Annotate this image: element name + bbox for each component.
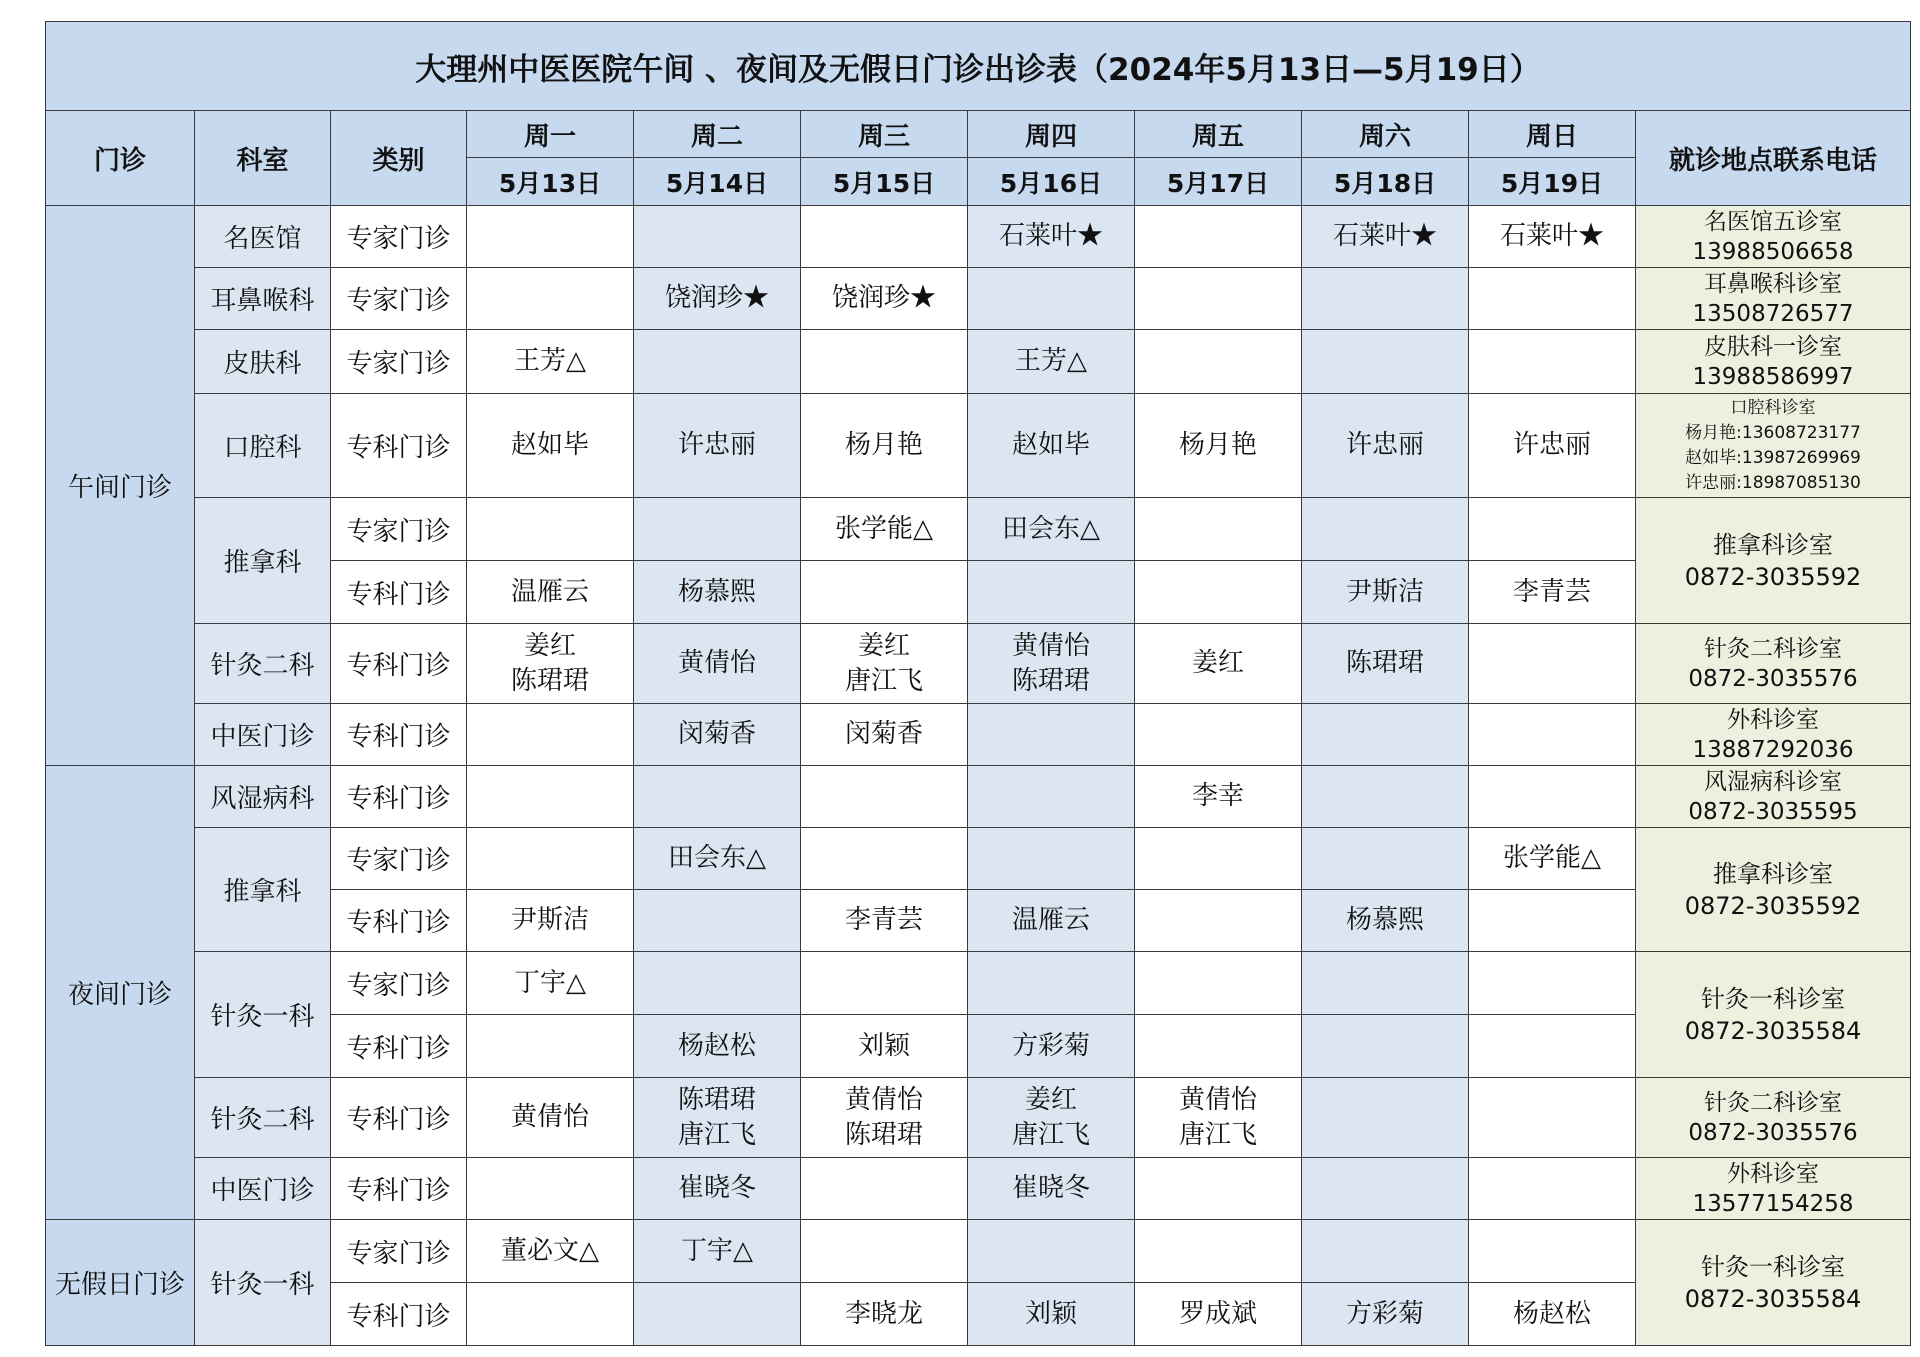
doctor-cell: 刘颖 bbox=[968, 1283, 1135, 1346]
doctor-cell bbox=[1302, 330, 1469, 394]
doctor-cell bbox=[1135, 561, 1302, 624]
department-cell: 中医门诊 bbox=[195, 1158, 331, 1220]
doctor-cell: 石莱叶★ bbox=[968, 206, 1135, 268]
doctor-cell bbox=[968, 561, 1135, 624]
table-row bbox=[46, 498, 1911, 561]
doctor-cell: 方彩菊 bbox=[1302, 1283, 1469, 1346]
doctor-cell bbox=[634, 890, 801, 952]
header-date: 5月19日 bbox=[1469, 158, 1636, 206]
category-cell: 专科门诊 bbox=[331, 1078, 467, 1158]
category-cell: 专科门诊 bbox=[331, 394, 467, 498]
doctor-name: 姜红 bbox=[523, 630, 576, 661]
header-department: 科室 bbox=[195, 111, 331, 206]
doctor-cell: 许忠丽 bbox=[1469, 394, 1636, 498]
doctor-cell bbox=[1135, 206, 1302, 268]
phone-number: 赵如毕:13987269969 bbox=[1685, 447, 1861, 468]
doctor-cell: 赵如毕 bbox=[968, 394, 1135, 498]
table-row bbox=[46, 1158, 1911, 1220]
doctor-cell: 杨月艳 bbox=[1135, 394, 1302, 498]
doctor-cell bbox=[1135, 268, 1302, 330]
clinic-group-noon: 午间门诊 bbox=[46, 206, 195, 766]
doctor-name: 黄倩怡 bbox=[844, 1084, 923, 1115]
header-weekday: 周六 bbox=[1302, 111, 1469, 158]
table-row bbox=[46, 952, 1911, 1015]
doctor-cell bbox=[1302, 704, 1469, 766]
schedule-table bbox=[45, 21, 1911, 1346]
doctor-cell bbox=[1135, 1078, 1302, 1158]
doctor-cell: 丁宇△ bbox=[634, 1220, 801, 1283]
doctor-cell bbox=[1135, 704, 1302, 766]
doctor-cell bbox=[1302, 498, 1469, 561]
doctor-cell bbox=[1302, 1078, 1469, 1158]
doctor-cell bbox=[1135, 1220, 1302, 1283]
doctor-cell: 李青芸 bbox=[801, 890, 968, 952]
department-cell: 口腔科 bbox=[195, 394, 331, 498]
contact-cell bbox=[1636, 1158, 1911, 1220]
doctor-cell: 饶润珍★ bbox=[801, 268, 968, 330]
doctor-name: 姜红 bbox=[1024, 1084, 1077, 1115]
doctor-cell bbox=[801, 766, 968, 828]
doctor-cell: 王芳△ bbox=[467, 330, 634, 394]
doctor-cell bbox=[1302, 828, 1469, 890]
clinic-room: 名医馆五诊室 bbox=[1704, 208, 1843, 235]
clinic-group-holiday: 无假日门诊 bbox=[46, 1220, 195, 1346]
department-cell: 耳鼻喉科 bbox=[195, 268, 331, 330]
header-category: 类别 bbox=[331, 111, 467, 206]
contact-cell bbox=[1636, 624, 1911, 704]
category-cell: 专科门诊 bbox=[331, 561, 467, 624]
category-cell: 专家门诊 bbox=[331, 498, 467, 561]
phone-number: 0872-3035592 bbox=[1684, 562, 1862, 591]
doctor-cell bbox=[801, 1158, 968, 1220]
doctor-cell bbox=[1302, 268, 1469, 330]
doctor-cell bbox=[1135, 828, 1302, 890]
header-date: 5月14日 bbox=[634, 158, 801, 206]
clinic-room: 口腔科诊室 bbox=[1730, 397, 1816, 418]
doctor-cell bbox=[634, 1078, 801, 1158]
clinic-room: 外科诊室 bbox=[1727, 706, 1820, 733]
doctor-cell bbox=[1469, 704, 1636, 766]
department-cell: 针灸二科 bbox=[195, 624, 331, 704]
clinic-room: 推拿科诊室 bbox=[1713, 530, 1834, 559]
clinic-room: 针灸二科诊室 bbox=[1704, 635, 1843, 662]
schedule-sheet bbox=[45, 21, 1910, 1346]
doctor-cell: 黄倩怡 bbox=[634, 624, 801, 704]
doctor-cell bbox=[1135, 1015, 1302, 1078]
category-cell: 专家门诊 bbox=[331, 828, 467, 890]
doctor-cell bbox=[1302, 952, 1469, 1015]
doctor-cell bbox=[968, 1220, 1135, 1283]
table-row bbox=[46, 330, 1911, 394]
doctor-cell: 许忠丽 bbox=[1302, 394, 1469, 498]
header-weekday: 周二 bbox=[634, 111, 801, 158]
phone-number: 许忠丽:18987085130 bbox=[1685, 472, 1861, 493]
doctor-cell bbox=[1469, 952, 1636, 1015]
doctor-cell bbox=[968, 624, 1135, 704]
doctor-cell bbox=[1135, 1158, 1302, 1220]
doctor-cell bbox=[1469, 1220, 1636, 1283]
clinic-room: 针灸一科诊室 bbox=[1701, 1252, 1846, 1281]
doctor-cell bbox=[467, 828, 634, 890]
doctor-cell: 丁宇△ bbox=[467, 952, 634, 1015]
doctor-cell bbox=[1302, 1015, 1469, 1078]
clinic-room: 针灸一科诊室 bbox=[1701, 984, 1846, 1013]
phone-number: 0872-3035584 bbox=[1684, 1284, 1862, 1313]
doctor-cell bbox=[467, 624, 634, 704]
doctor-cell bbox=[968, 268, 1135, 330]
doctor-cell: 饶润珍★ bbox=[634, 268, 801, 330]
header-weekday: 周三 bbox=[801, 111, 968, 158]
header-contact: 就诊地点联系电话 bbox=[1636, 111, 1911, 206]
doctor-name: 唐江飞 bbox=[844, 665, 923, 696]
department-cell: 名医馆 bbox=[195, 206, 331, 268]
department-cell: 针灸一科 bbox=[195, 952, 331, 1078]
doctor-name: 唐江飞 bbox=[1178, 1119, 1257, 1150]
doctor-cell: 田会东△ bbox=[634, 828, 801, 890]
department-cell: 风湿病科 bbox=[195, 766, 331, 828]
doctor-cell bbox=[801, 1078, 968, 1158]
doctor-cell bbox=[801, 624, 968, 704]
page-title: 大理州中医医院午间 、夜间及无假日门诊出诊表（2024年5月13日—5月19日） bbox=[46, 22, 1911, 111]
doctor-cell bbox=[1469, 498, 1636, 561]
contact-cell bbox=[1636, 498, 1911, 624]
doctor-cell: 李青芸 bbox=[1469, 561, 1636, 624]
phone-number: 0872-3035584 bbox=[1684, 1016, 1862, 1045]
doctor-cell bbox=[634, 952, 801, 1015]
doctor-cell: 温雁云 bbox=[467, 561, 634, 624]
phone-number: 13508726577 bbox=[1692, 300, 1854, 327]
doctor-cell: 杨慕熙 bbox=[634, 561, 801, 624]
table-row bbox=[46, 1078, 1911, 1158]
doctor-name: 陈珺珺 bbox=[1011, 665, 1090, 696]
header-weekday: 周日 bbox=[1469, 111, 1636, 158]
phone-number: 13887292036 bbox=[1692, 736, 1854, 763]
doctor-cell bbox=[467, 766, 634, 828]
doctor-cell bbox=[801, 952, 968, 1015]
doctor-cell: 尹斯洁 bbox=[467, 890, 634, 952]
phone-number: 杨月艳:13608723177 bbox=[1685, 422, 1861, 443]
doctor-cell: 石莱叶★ bbox=[1302, 206, 1469, 268]
doctor-cell: 刘颖 bbox=[801, 1015, 968, 1078]
contact-cell bbox=[1636, 1220, 1911, 1346]
doctor-cell bbox=[968, 1078, 1135, 1158]
doctor-cell bbox=[1469, 330, 1636, 394]
doctor-cell bbox=[1135, 890, 1302, 952]
clinic-room: 外科诊室 bbox=[1727, 1160, 1820, 1187]
doctor-cell bbox=[634, 206, 801, 268]
doctor-cell bbox=[467, 268, 634, 330]
doctor-cell: 杨赵松 bbox=[1469, 1283, 1636, 1346]
doctor-cell bbox=[1135, 330, 1302, 394]
doctor-cell: 李晓龙 bbox=[801, 1283, 968, 1346]
contact-cell bbox=[1636, 828, 1911, 952]
contact-cell bbox=[1636, 1078, 1911, 1158]
department-cell: 皮肤科 bbox=[195, 330, 331, 394]
contact-cell bbox=[1636, 952, 1911, 1078]
category-cell: 专家门诊 bbox=[331, 268, 467, 330]
doctor-cell bbox=[1302, 766, 1469, 828]
category-cell: 专家门诊 bbox=[331, 206, 467, 268]
contact-cell bbox=[1636, 330, 1911, 394]
doctor-cell bbox=[801, 1220, 968, 1283]
table-row bbox=[46, 766, 1911, 828]
contact-cell bbox=[1636, 766, 1911, 828]
header-date: 5月16日 bbox=[968, 158, 1135, 206]
category-cell: 专科门诊 bbox=[331, 1015, 467, 1078]
category-cell: 专家门诊 bbox=[331, 952, 467, 1015]
doctor-cell: 闵菊香 bbox=[634, 704, 801, 766]
phone-number: 13988506658 bbox=[1692, 238, 1854, 265]
doctor-cell: 崔晓冬 bbox=[968, 1158, 1135, 1220]
doctor-name: 陈珺珺 bbox=[510, 665, 589, 696]
header-date: 5月15日 bbox=[801, 158, 968, 206]
doctor-cell bbox=[968, 952, 1135, 1015]
clinic-room: 皮肤科一诊室 bbox=[1704, 333, 1843, 360]
category-cell: 专家门诊 bbox=[331, 330, 467, 394]
doctor-cell bbox=[1302, 1158, 1469, 1220]
header-date: 5月18日 bbox=[1302, 158, 1469, 206]
doctor-cell: 李幸 bbox=[1135, 766, 1302, 828]
table-row bbox=[46, 828, 1911, 890]
doctor-cell bbox=[1469, 1015, 1636, 1078]
doctor-cell bbox=[634, 1283, 801, 1346]
table-row bbox=[46, 206, 1911, 268]
category-cell: 专科门诊 bbox=[331, 624, 467, 704]
doctor-cell bbox=[634, 766, 801, 828]
doctor-cell bbox=[1302, 1220, 1469, 1283]
category-cell: 专科门诊 bbox=[331, 890, 467, 952]
table-row bbox=[46, 704, 1911, 766]
department-cell: 推拿科 bbox=[195, 828, 331, 952]
doctor-cell: 黄倩怡 bbox=[467, 1078, 634, 1158]
clinic-room: 推拿科诊室 bbox=[1713, 859, 1834, 888]
doctor-cell: 崔晓冬 bbox=[634, 1158, 801, 1220]
category-cell: 专科门诊 bbox=[331, 766, 467, 828]
header-date: 5月17日 bbox=[1135, 158, 1302, 206]
doctor-cell: 尹斯洁 bbox=[1302, 561, 1469, 624]
doctor-name: 黄倩怡 bbox=[1011, 630, 1090, 661]
header-weekday: 周四 bbox=[968, 111, 1135, 158]
doctor-cell bbox=[1469, 766, 1636, 828]
doctor-name: 陈珺珺 bbox=[677, 1084, 756, 1115]
department-cell: 中医门诊 bbox=[195, 704, 331, 766]
doctor-cell: 董必文△ bbox=[467, 1220, 634, 1283]
doctor-cell: 方彩菊 bbox=[968, 1015, 1135, 1078]
doctor-cell bbox=[467, 1283, 634, 1346]
department-cell: 针灸二科 bbox=[195, 1078, 331, 1158]
department-cell: 针灸一科 bbox=[195, 1220, 331, 1346]
doctor-cell bbox=[634, 498, 801, 561]
doctor-cell bbox=[801, 561, 968, 624]
phone-number: 0872-3035595 bbox=[1688, 798, 1858, 825]
doctor-cell bbox=[1469, 268, 1636, 330]
doctor-cell: 闵菊香 bbox=[801, 704, 968, 766]
header-weekday: 周一 bbox=[467, 111, 634, 158]
doctor-cell bbox=[1135, 952, 1302, 1015]
contact-cell bbox=[1636, 394, 1911, 498]
doctor-cell: 石莱叶★ bbox=[1469, 206, 1636, 268]
doctor-cell bbox=[801, 330, 968, 394]
contact-cell bbox=[1636, 206, 1911, 268]
doctor-cell bbox=[1135, 498, 1302, 561]
doctor-name: 陈珺珺 bbox=[844, 1119, 923, 1150]
doctor-name: 唐江飞 bbox=[677, 1119, 756, 1150]
phone-number: 0872-3035592 bbox=[1684, 891, 1862, 920]
doctor-cell: 许忠丽 bbox=[634, 394, 801, 498]
doctor-cell: 张学能△ bbox=[801, 498, 968, 561]
category-cell: 专科门诊 bbox=[331, 704, 467, 766]
doctor-cell bbox=[1469, 890, 1636, 952]
doctor-cell bbox=[968, 828, 1135, 890]
category-cell: 专科门诊 bbox=[331, 1283, 467, 1346]
table-row bbox=[46, 624, 1911, 704]
header-clinic: 门诊 bbox=[46, 111, 195, 206]
table-row bbox=[46, 268, 1911, 330]
doctor-cell bbox=[1469, 1158, 1636, 1220]
contact-cell bbox=[1636, 704, 1911, 766]
doctor-cell: 杨慕熙 bbox=[1302, 890, 1469, 952]
department-cell: 推拿科 bbox=[195, 498, 331, 624]
doctor-cell: 罗成斌 bbox=[1135, 1283, 1302, 1346]
doctor-cell: 陈珺珺 bbox=[1302, 624, 1469, 704]
doctor-cell bbox=[801, 828, 968, 890]
doctor-name: 姜红 bbox=[857, 630, 910, 661]
doctor-cell bbox=[467, 206, 634, 268]
header-date: 5月13日 bbox=[467, 158, 634, 206]
doctor-cell bbox=[801, 206, 968, 268]
phone-number: 0872-3035576 bbox=[1688, 665, 1858, 692]
doctor-cell: 温雁云 bbox=[968, 890, 1135, 952]
doctor-cell: 赵如毕 bbox=[467, 394, 634, 498]
doctor-cell bbox=[968, 766, 1135, 828]
table-row bbox=[46, 1220, 1911, 1283]
clinic-group-night: 夜间门诊 bbox=[46, 766, 195, 1220]
phone-number: 13577154258 bbox=[1692, 1190, 1854, 1217]
phone-number: 13988586997 bbox=[1692, 363, 1854, 390]
clinic-room: 风湿病科诊室 bbox=[1704, 768, 1843, 795]
doctor-cell bbox=[467, 704, 634, 766]
doctor-cell: 田会东△ bbox=[968, 498, 1135, 561]
doctor-name: 黄倩怡 bbox=[1178, 1084, 1257, 1115]
table-row bbox=[46, 394, 1911, 498]
doctor-cell bbox=[1469, 624, 1636, 704]
doctor-name: 唐江飞 bbox=[1011, 1119, 1090, 1150]
doctor-cell: 杨赵松 bbox=[634, 1015, 801, 1078]
doctor-cell bbox=[968, 704, 1135, 766]
doctor-cell bbox=[467, 1015, 634, 1078]
clinic-room: 针灸二科诊室 bbox=[1704, 1089, 1843, 1116]
doctor-cell bbox=[467, 498, 634, 561]
doctor-cell bbox=[467, 1158, 634, 1220]
doctor-cell: 张学能△ bbox=[1469, 828, 1636, 890]
doctor-cell: 王芳△ bbox=[968, 330, 1135, 394]
doctor-cell bbox=[634, 330, 801, 394]
clinic-room: 耳鼻喉科诊室 bbox=[1704, 270, 1843, 297]
phone-number: 0872-3035576 bbox=[1688, 1119, 1858, 1146]
category-cell: 专家门诊 bbox=[331, 1220, 467, 1283]
doctor-cell: 杨月艳 bbox=[801, 394, 968, 498]
doctor-cell: 姜红 bbox=[1135, 624, 1302, 704]
header-weekday: 周五 bbox=[1135, 111, 1302, 158]
doctor-cell bbox=[1469, 1078, 1636, 1158]
contact-cell bbox=[1636, 268, 1911, 330]
category-cell: 专科门诊 bbox=[331, 1158, 467, 1220]
